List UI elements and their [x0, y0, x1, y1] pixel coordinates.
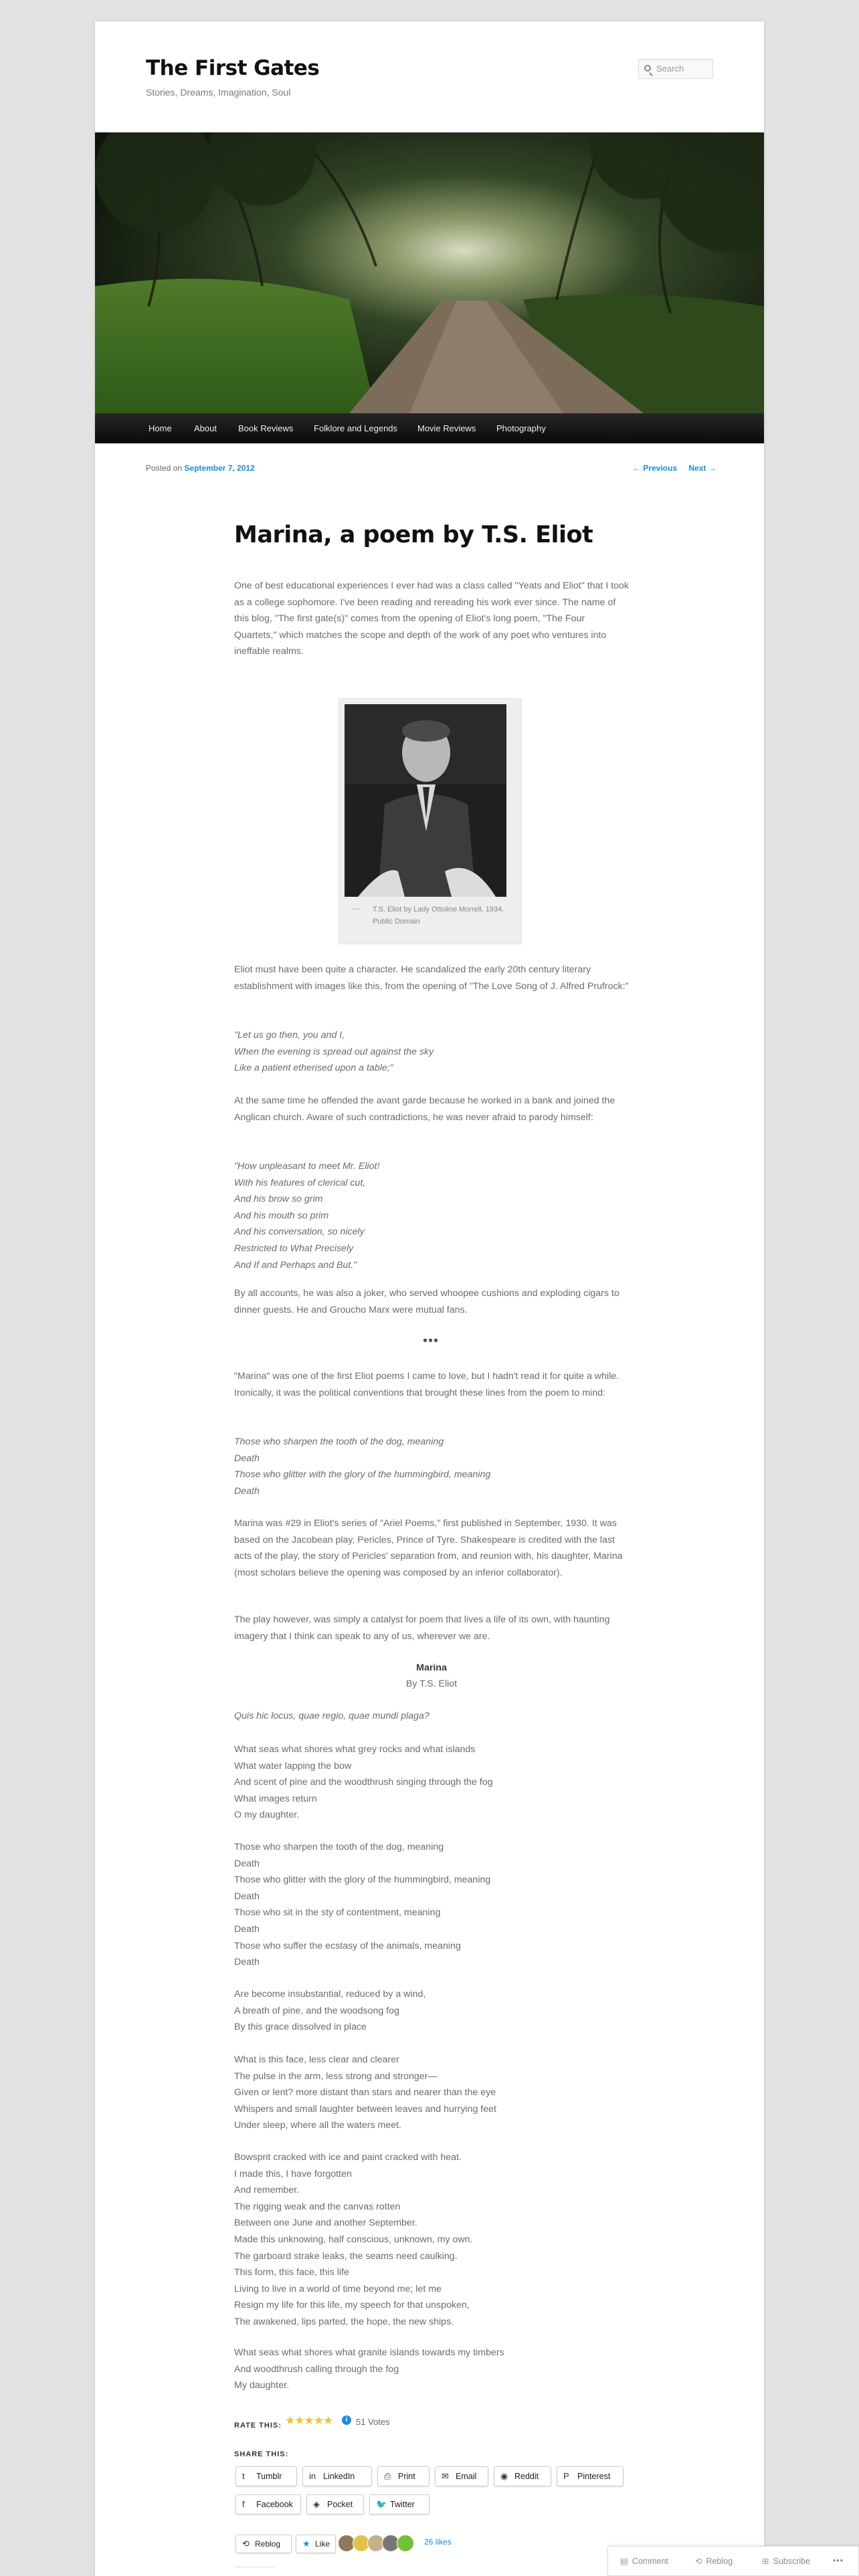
reblog-action[interactable]: ⟲ Reblog — [695, 2557, 733, 2566]
quote-line: And his conversation, so nicely — [234, 1226, 365, 1238]
entry-title: Marina, a poem by T.S. Eliot — [234, 522, 593, 548]
poem-line: What is this face, less clear and clearer — [234, 2054, 399, 2065]
share-linkedin-button[interactable]: in LinkedIn — [302, 2466, 372, 2486]
floating-action-bar — [607, 2546, 859, 2576]
entry-meta — [146, 463, 255, 473]
linkedin-icon: in — [309, 2471, 316, 2481]
paragraph: Marina was #29 in Eliot's series of "Ariel Poems," first published in September, 1930. It was based on the Jacobean play, Pericles, Prince of Tyre. Shakespeare is credited with the last acts of the play, the story of Pericles' separation from, and reunion with, his daughter, Marina (most scholars believe the opening was composed by an inferior collaborator). — [234, 1518, 623, 1578]
share-print-button[interactable]: ⎙ Print — [377, 2466, 430, 2486]
poem-line: Whispers and small laughter between leaves and hurrying feet — [234, 2103, 496, 2115]
poem-line: Death — [234, 1858, 260, 1869]
poem-line: Living to live in a world of time beyond me; let me — [234, 2283, 442, 2294]
quote-line: "How unpleasant to meet Mr. Eliot! — [234, 1161, 380, 1172]
email-icon: ✉ — [442, 2471, 449, 2481]
poem-line: Given or lent? more distant than stars and nearer than the eye — [234, 2087, 496, 2099]
more-action[interactable]: ••• — [833, 2556, 844, 2565]
nav-item-home[interactable]: Home — [149, 423, 172, 433]
quote-line: Those who glitter with the glory of the hummingbird, meaning — [234, 1469, 491, 1481]
share-pinterest-button[interactable]: P Pinterest — [557, 2466, 624, 2486]
unpleasant-quote — [234, 1158, 629, 1273]
eliot-portrait-image[interactable] — [345, 704, 506, 897]
post-date-link[interactable]: September 7, 2012 — [184, 463, 255, 473]
caption-dash: — — [353, 903, 361, 913]
facebook-icon: f — [242, 2499, 245, 2509]
poem-line: And remember. — [234, 2185, 299, 2196]
quote-line: "Let us go then, you and I, — [234, 1030, 345, 1041]
nav-item-book-reviews[interactable]: Book Reviews — [238, 423, 294, 433]
poem-line: Are become insubstantial, reduced by a wind, — [234, 1989, 426, 2000]
intro-paragraph: One of best educational experiences I ever had was a class called "Yeats and Eliot" that I took as a college sophomore. I've been reading and rereading his work ever since. The name of this blog, "The first gate(s)" comes from the opening of Eliot's long poem, "The Four Quartets," which matches the scope and depth of the work of any poet who ventures into ineffable realms. — [234, 580, 630, 657]
poem-line: I made this, I have forgotten — [234, 2168, 352, 2179]
poem-line: By this grace dissolved in place — [234, 2022, 367, 2033]
page — [95, 21, 764, 2576]
rate-this-label: RATE THIS: — [234, 2422, 282, 2430]
poem-line: Made this unknowing, half conscious, unknown, my own. — [234, 2234, 473, 2245]
poem-line: This form, this face, this life — [234, 2267, 349, 2278]
share-this-label: SHARE THIS: — [234, 2450, 289, 2458]
poem-line: A breath of pine, and the woodsong fog — [234, 2005, 399, 2016]
poem-line: What water lapping the bow — [234, 1760, 352, 1772]
share-tumblr-button[interactable]: t Tumblr — [235, 2466, 297, 2486]
poem-line: Between one June and another September. — [234, 2218, 417, 2229]
nav-item-photography[interactable]: Photography — [496, 423, 546, 433]
figure-caption: T.S. Eliot by Lady Ottoline Morrell, 1934. Public Domain — [373, 905, 504, 926]
quote-line: Like a patient etherised upon a table;" — [234, 1063, 393, 1074]
quote-line: Death — [234, 1485, 260, 1497]
poem-title: Marina — [416, 1662, 447, 1673]
poem-line: Death — [234, 1923, 260, 1935]
share-email-button[interactable]: ✉ Email — [435, 2466, 488, 2486]
poem-line: O my daughter. — [234, 1810, 299, 1821]
reblog-button[interactable]: ⟲ Reblog — [235, 2535, 292, 2553]
poem-stanza — [234, 1986, 629, 2036]
quote-line: And his brow so grim — [234, 1194, 323, 1205]
poem-epigraph: Quis hic locus, quae regio, quae mundi plaga? — [234, 1711, 430, 1721]
reblog-icon: ⟲ — [695, 2557, 702, 2566]
comment-icon: ▤ — [620, 2557, 628, 2566]
paragraph: At the same time he offended the avant garde because he worked in a bank and joined the Anglican church. Aware of such contradictions, he was never afraid to parody himself: — [234, 1095, 615, 1123]
search-placeholder: Search — [656, 64, 684, 74]
poem-line: Those who sit in the sty of contentment, meaning — [234, 1907, 441, 1919]
pocket-icon: ◈ — [313, 2499, 320, 2509]
paragraph: Eliot must have been quite a character. He scandalized the early 20th century literary establishment with images like this, from the opening of "The Love Song of J. Alfred Prufrock:" — [234, 964, 629, 992]
poem-line: What images return — [234, 1793, 317, 1804]
quote-line: With his features of clerical cut, — [234, 1177, 366, 1188]
quote-line: Those who sharpen the tooth of the dog, meaning — [234, 1436, 444, 1447]
star-icon: ★ — [302, 2539, 310, 2549]
poem-stanza — [234, 1741, 629, 1824]
site-title[interactable]: The First Gates — [146, 56, 320, 80]
poem-line: Those who glitter with the glory of the hummingbird, meaning — [234, 1874, 491, 1886]
search-icon — [644, 65, 651, 72]
pinterest-icon: P — [563, 2471, 569, 2481]
quote-line: Death — [234, 1453, 260, 1464]
site-description: Stories, Dreams, Imagination, Soul — [146, 87, 291, 98]
nav-item-folklore-and-legends[interactable]: Folklore and Legends — [314, 423, 398, 433]
poem-line: What seas what shores what grey rocks and what islands — [234, 1744, 476, 1755]
poem-line: My daughter. — [234, 2380, 290, 2391]
poem-line: Bowsprit cracked with ice and paint cracked with heat. — [234, 2152, 462, 2163]
search-input[interactable] — [638, 59, 713, 79]
nav-item-movie-reviews[interactable]: Movie Reviews — [417, 423, 476, 433]
share-reddit-button[interactable]: ◉ Reddit — [494, 2466, 551, 2486]
star-rating[interactable]: ★★★★★ — [285, 2414, 333, 2427]
like-button[interactable]: ★ Like — [296, 2535, 336, 2553]
nav-item-about[interactable]: About — [194, 423, 217, 433]
tumblr-icon: t — [242, 2471, 245, 2481]
poem-line: Those who sharpen the tooth of the dog, meaning — [234, 1842, 444, 1852]
figure — [339, 698, 522, 944]
poem-stanza — [234, 2052, 629, 2134]
comment-action[interactable]: ▤ Comment — [620, 2557, 668, 2566]
quote-line: Restricted to What Precisely — [234, 1243, 354, 1254]
poem-line: Those who suffer the ecstasy of the animals, meaning — [234, 1940, 461, 1951]
avatar[interactable] — [397, 2535, 414, 2552]
header-banner-image[interactable] — [95, 132, 764, 413]
paragraph: The play however, was simply a catalyst for poem that lives a life of its own, with haunting imagery that I think can speak to any of us, wherever we are. — [234, 1614, 610, 1642]
quote-line: When the evening is spread out against the sky — [234, 1046, 434, 1057]
prufrock-quote — [234, 1027, 629, 1077]
poem-line: Death — [234, 1891, 260, 1902]
poem-stanza — [234, 1839, 629, 1971]
rating-info-icon[interactable]: i — [342, 2416, 351, 2425]
quote-line: And his mouth so prim — [234, 1210, 329, 1221]
poem-line: The awakened, lips parted, the hope, the new ships. — [234, 2316, 454, 2327]
poem-stanza — [234, 2345, 629, 2394]
poem-line: And scent of pine and the woodthrush singing through the fog — [234, 1777, 493, 1788]
subscribe-action[interactable]: ⊞ Subscribe — [762, 2557, 811, 2566]
twitter-icon: 🐦 — [376, 2499, 387, 2509]
poem-line: Death — [234, 1957, 260, 1968]
share-facebook-button[interactable]: f Facebook — [235, 2494, 301, 2514]
previous-post-link[interactable]: ← Previous — [633, 463, 678, 473]
likes-count[interactable]: 26 likes — [424, 2537, 452, 2547]
poem-line: And woodthrush calling through the fog — [234, 2363, 399, 2375]
marina-quote — [234, 1434, 629, 1499]
main-navigation — [95, 413, 764, 443]
vote-count: 51 Votes — [356, 2417, 390, 2427]
poem-line: The garboard strake leaks, the seams need caulking. — [234, 2250, 458, 2262]
poem-stanza — [234, 2149, 629, 2331]
quote-line: And If and Perhaps and But." — [234, 1259, 357, 1271]
poem-line: The rigging weak and the canvas rotten — [234, 2201, 401, 2212]
poem-byline: By T.S. Eliot — [405, 1679, 458, 1689]
next-post-link[interactable]: Next → — [688, 463, 717, 473]
share-twitter-button[interactable]: 🐦 Twitter — [369, 2494, 430, 2514]
subscribe-icon: ⊞ — [762, 2557, 769, 2566]
poem-line: The pulse in the arm, less strong and stronger— — [234, 2070, 438, 2082]
posted-on-label: Posted on — [146, 463, 183, 473]
poem-line: Resign my life for this life, my speech for that unspoken, — [234, 2300, 470, 2311]
poem-line: What seas what shores what granite islands towards my timbers — [234, 2347, 504, 2358]
section-separator: ••• — [423, 1333, 440, 1348]
paragraph: By all accounts, he was also a joker, who served whoopee cushions and exploding cigars to dinner guests. He and Groucho Marx were mutual fans. — [234, 1288, 619, 1315]
reddit-icon: ◉ — [500, 2471, 508, 2481]
share-pocket-button[interactable]: ◈ Pocket — [306, 2494, 364, 2514]
paragraph: "Marina" was one of the first Eliot poems I came to love, but I hadn't read it for quite a while. Ironically, it was the political conventions that brought these lines from the poem to mind: — [234, 1371, 619, 1398]
print-icon: ⎙ — [384, 2471, 391, 2481]
poem-line: Under sleep, where all the waters meet. — [234, 2120, 401, 2131]
reblog-icon: ⟲ — [242, 2539, 250, 2549]
post-navigation — [624, 463, 717, 473]
